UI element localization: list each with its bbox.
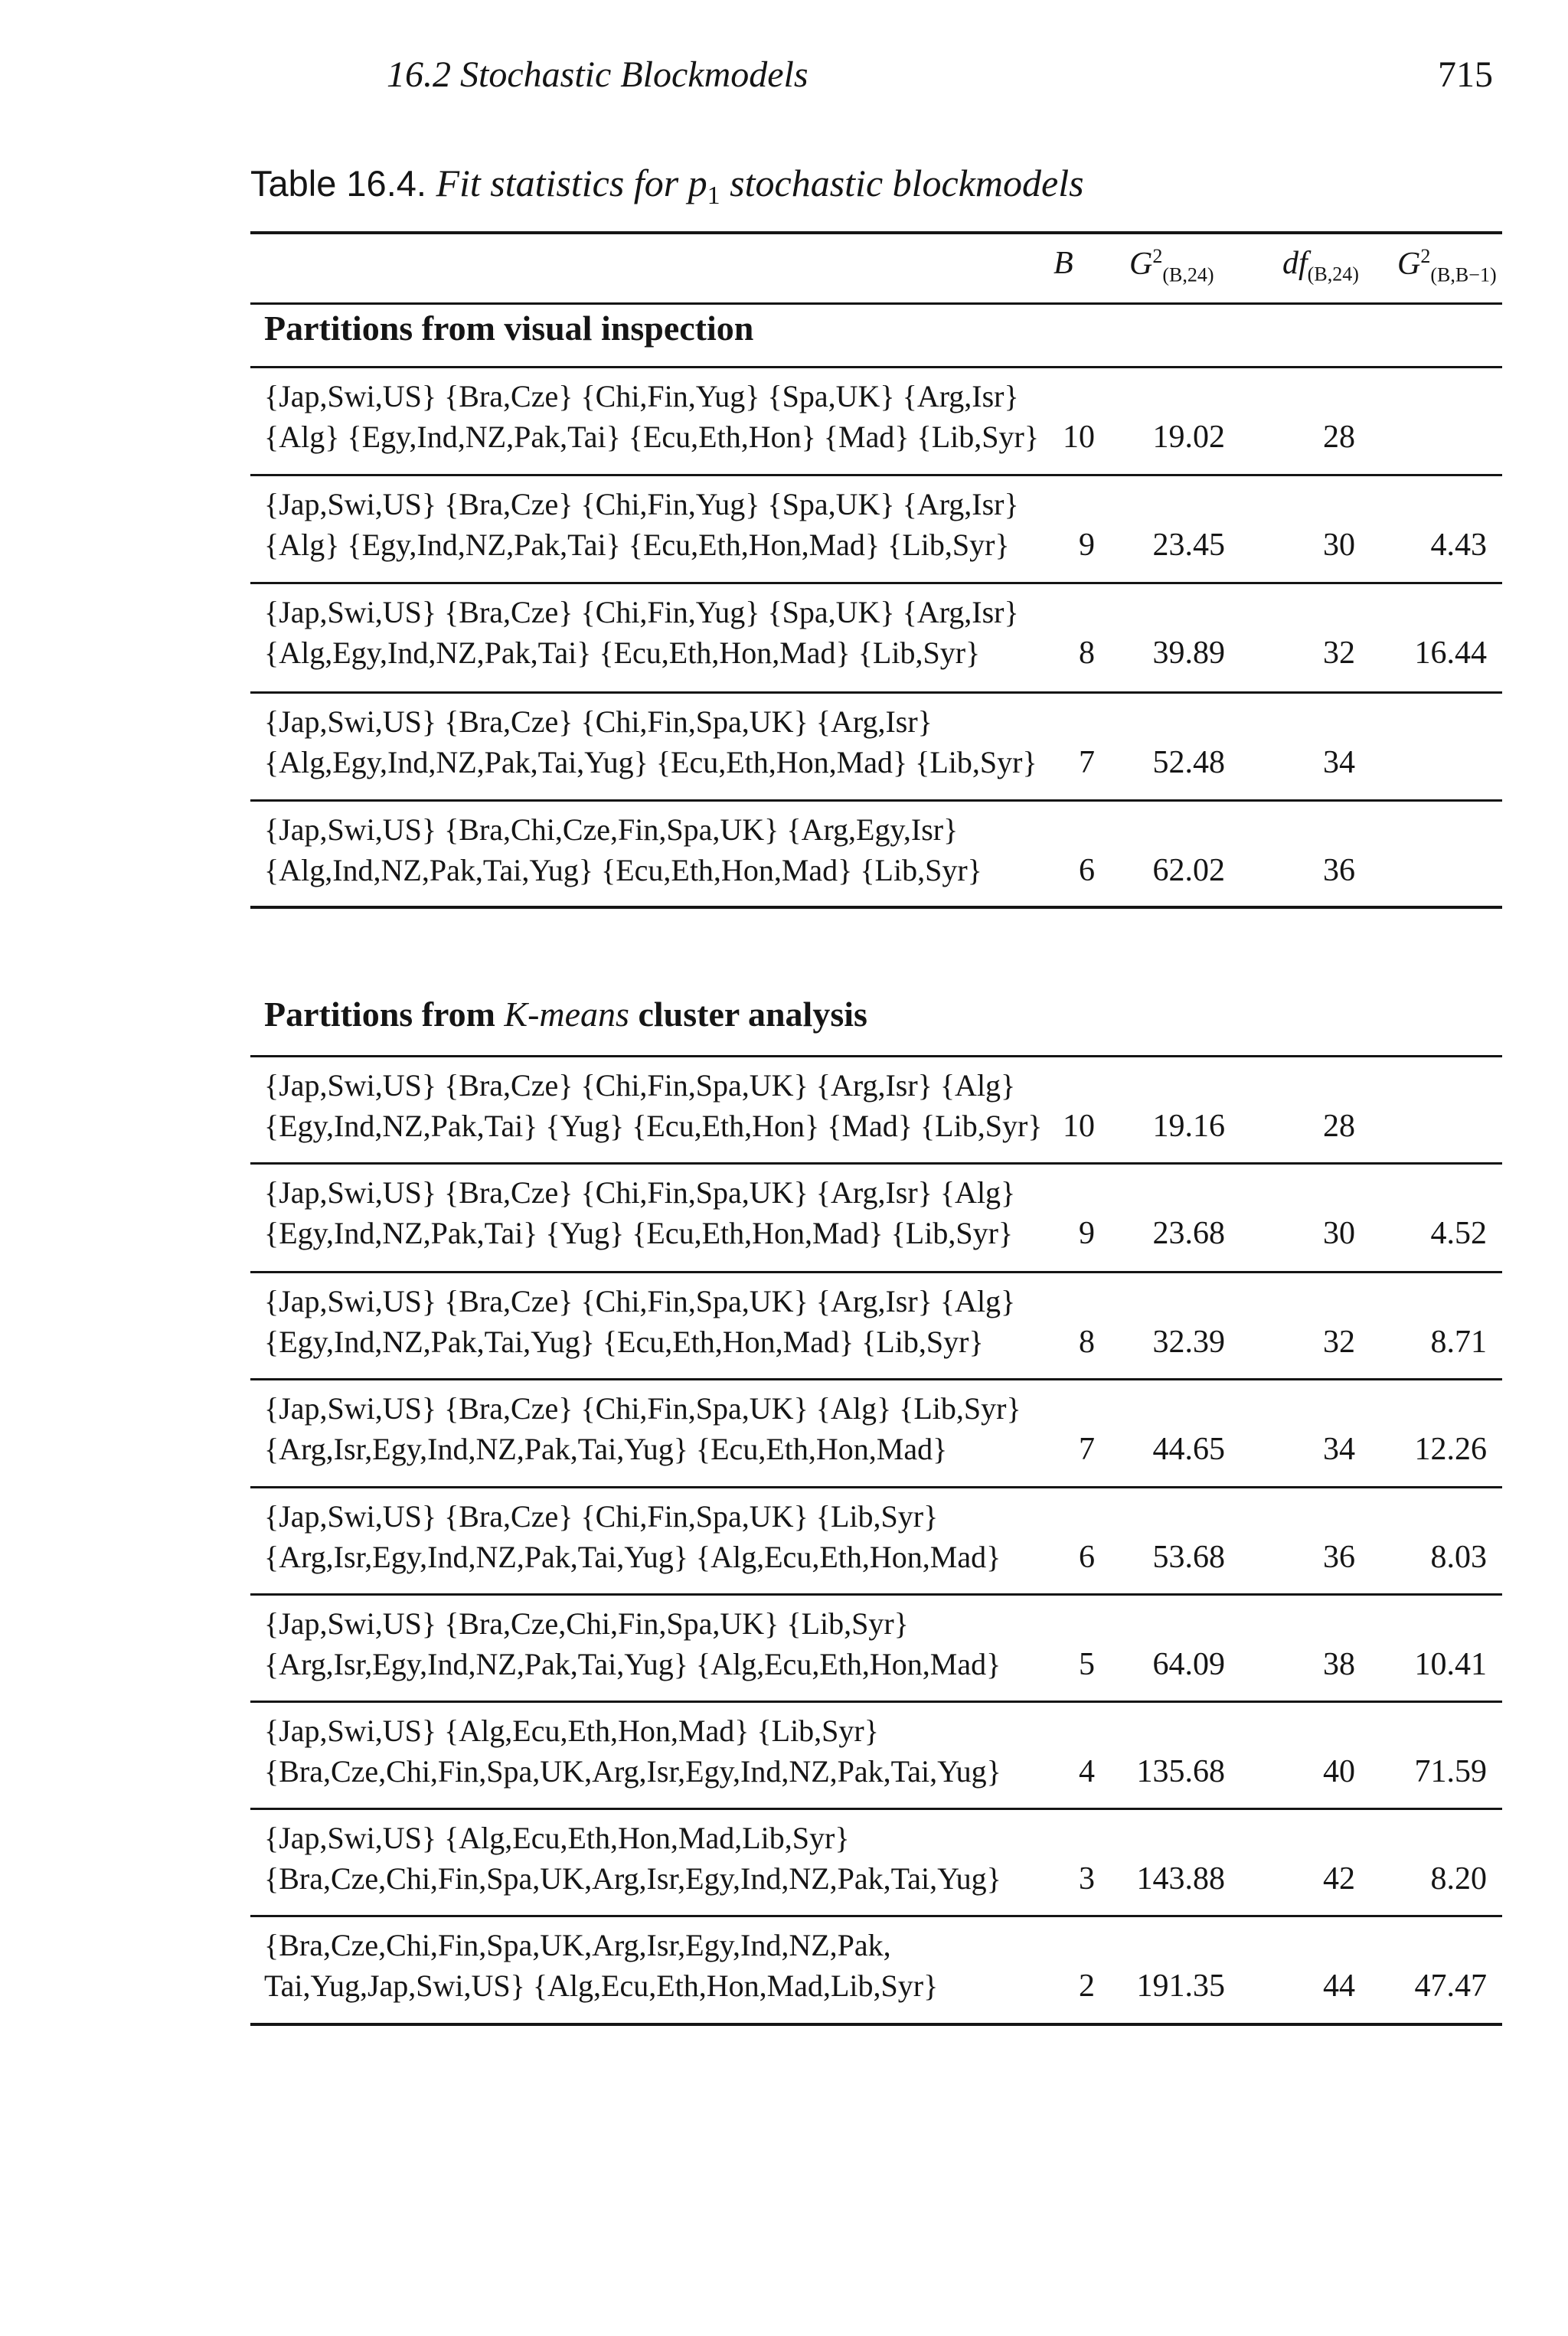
cell-g2: 191.35 — [1136, 1968, 1225, 2004]
cell-b: 8 — [1079, 635, 1095, 671]
cell-df: 30 — [1323, 1216, 1355, 1251]
cell-g2: 23.45 — [1152, 528, 1225, 563]
table-row — [0, 371, 1568, 470]
cell-df: 44 — [1323, 1968, 1355, 2004]
cell-b: 3 — [1079, 1861, 1095, 1897]
partition-line-2: {Alg} {Egy,Ind,NZ,Pak,Tai} {Ecu,Eth,Hon,Mad} {Lib,Syr} — [264, 528, 1010, 562]
table-row — [0, 586, 1568, 686]
table-row — [0, 696, 1568, 796]
row-rule — [250, 1915, 1502, 1917]
cell-df: 36 — [1323, 853, 1355, 888]
partition-line-1: {Bra,Cze,Chi,Fin,Spa,UK,Arg,Isr,Egy,Ind,NZ,Pak, — [264, 1928, 891, 1962]
table-row — [0, 804, 1568, 903]
running-header-section: 16.2 Stochastic Blockmodels — [387, 54, 808, 95]
table-caption — [250, 161, 1084, 211]
cell-g2-nested: 8.20 — [1430, 1861, 1487, 1897]
partition-line-2: {Bra,Cze,Chi,Fin,Spa,UK,Arg,Isr,Egy,Ind,NZ,Pak,Tai,Yug} — [264, 1861, 1001, 1896]
cell-g2: 143.88 — [1136, 1861, 1225, 1897]
cell-df: 28 — [1323, 1109, 1355, 1144]
cell-df: 30 — [1323, 528, 1355, 563]
row-rule — [250, 1486, 1502, 1488]
table-row — [0, 1598, 1568, 1697]
cell-df: 32 — [1323, 635, 1355, 671]
row-rule — [250, 1593, 1502, 1596]
cell-g2-nested: 4.52 — [1430, 1216, 1487, 1251]
partition-line-1: {Jap,Swi,US} {Bra,Chi,Cze,Fin,Spa,UK} {Arg,Egy,Isr} — [264, 812, 959, 847]
partition-line-2: Tai,Yug,Jap,Swi,US} {Alg,Ecu,Eth,Hon,Mad,Lib,Syr} — [264, 1968, 939, 2003]
partition-line-1: {Jap,Swi,US} {Bra,Cze} {Chi,Fin,Spa,UK} {Arg,Isr} {Alg} — [264, 1068, 1016, 1103]
cell-g2-nested: 71.59 — [1414, 1754, 1487, 1789]
partition-line-1: {Jap,Swi,US} {Bra,Cze} {Chi,Fin,Spa,UK} {Alg} {Lib,Syr} — [264, 1391, 1021, 1426]
partition-line-2: {Bra,Cze,Chi,Fin,Spa,UK,Arg,Isr,Egy,Ind,NZ,Pak,Tai,Yug} — [264, 1754, 1001, 1789]
cell-g2: 62.02 — [1152, 853, 1225, 888]
cell-g2-nested: 12.26 — [1414, 1432, 1487, 1467]
partition-line-2: {Egy,Ind,NZ,Pak,Tai} {Yug} {Ecu,Eth,Hon} {Mad} {Lib,Syr} — [264, 1109, 1043, 1143]
column-header-g2: $G^2_{(B,24)}$ — [1129, 245, 1214, 286]
column-header-df: $df_{(B,24)}$ — [1282, 246, 1359, 286]
table-row — [0, 479, 1568, 578]
row-rule — [250, 1701, 1502, 1703]
row-rule — [250, 1271, 1502, 1273]
partition-line-2: {Arg,Isr,Egy,Ind,NZ,Pak,Tai,Yug} {Ecu,Eth,Hon,Mad} — [264, 1432, 948, 1466]
table-title: Fit statistics for $p_1$ stochastic blockmodels — [436, 162, 1084, 211]
table-row — [0, 1919, 1568, 2019]
cell-g2: 52.48 — [1152, 745, 1225, 780]
row-rule — [250, 1378, 1502, 1380]
cell-g2-nested: 10.41 — [1414, 1647, 1487, 1682]
cell-g2-nested: 47.47 — [1414, 1968, 1487, 2004]
row-rule — [250, 1162, 1502, 1165]
cell-g2: 19.16 — [1152, 1109, 1225, 1144]
partition-line-2: {Egy,Ind,NZ,Pak,Tai} {Yug} {Ecu,Eth,Hon,Mad} {Lib,Syr} — [264, 1216, 1014, 1250]
partition-line-1: {Jap,Swi,US} {Bra,Cze} {Chi,Fin,Spa,UK} {Arg,Isr} {Alg} — [264, 1284, 1016, 1318]
cell-df: 32 — [1323, 1325, 1355, 1360]
partition-line-2: {Alg} {Egy,Ind,NZ,Pak,Tai} {Ecu,Eth,Hon} {Mad} {Lib,Syr} — [264, 420, 1040, 454]
partition-line-1: {Jap,Swi,US} {Bra,Cze} {Chi,Fin,Spa,UK} {Lib,Syr} — [264, 1499, 939, 1534]
section-rule — [250, 366, 1502, 368]
cell-b: 7 — [1079, 1432, 1095, 1467]
partition-line-1: {Jap,Swi,US} {Bra,Cze} {Chi,Fin,Spa,UK} {Arg,Isr} — [264, 704, 933, 739]
column-header-g2-nested: $G^2_{(B,B-1)}$ — [1397, 245, 1497, 286]
cell-b: 9 — [1079, 528, 1095, 563]
cell-g2: 39.89 — [1152, 635, 1225, 671]
cell-g2: 44.65 — [1152, 1432, 1225, 1467]
row-rule — [250, 1808, 1502, 1810]
partition-line-1: {Jap,Swi,US} {Bra,Cze,Chi,Fin,Spa,UK} {Lib,Syr} — [264, 1606, 909, 1641]
partition-line-1: {Jap,Swi,US} {Bra,Cze} {Chi,Fin,Yug} {Spa,UK} {Arg,Isr} — [264, 379, 1019, 413]
partition-line-1: {Jap,Swi,US} {Alg,Ecu,Eth,Hon,Mad,Lib,Syr} — [264, 1821, 850, 1855]
cell-df: 42 — [1323, 1861, 1355, 1897]
partition-line-1: {Jap,Swi,US} {Alg,Ecu,Eth,Hon,Mad} {Lib,Syr} — [264, 1714, 879, 1748]
table-row — [0, 1276, 1568, 1375]
cell-g2-nested: 4.43 — [1430, 528, 1487, 563]
partition-line-2: {Alg,Ind,NZ,Pak,Tai,Yug} {Ecu,Eth,Hon,Mad} {Lib,Syr} — [264, 853, 982, 887]
section-rule — [250, 1055, 1502, 1057]
cell-df: 34 — [1323, 745, 1355, 780]
cell-b: 10 — [1063, 1109, 1095, 1144]
cell-df: 38 — [1323, 1647, 1355, 1682]
table-number: Table 16.4. — [250, 163, 426, 204]
cell-b: 6 — [1079, 853, 1095, 888]
section-title-kmeans: Partitions from K-means cluster analysis — [264, 995, 867, 1034]
cell-b: 6 — [1079, 1540, 1095, 1575]
table-row — [0, 1383, 1568, 1482]
table-row — [0, 1060, 1568, 1159]
partition-line-1: {Jap,Swi,US} {Bra,Cze} {Chi,Fin,Yug} {Spa,UK} {Arg,Isr} — [264, 595, 1019, 629]
section-end-rule — [250, 906, 1502, 909]
partition-line-1: {Jap,Swi,US} {Bra,Cze} {Chi,Fin,Spa,UK} {Arg,Isr} {Alg} — [264, 1175, 1016, 1210]
table-row — [0, 1705, 1568, 1805]
partition-line-2: {Arg,Isr,Egy,Ind,NZ,Pak,Tai,Yug} {Alg,Ecu,Eth,Hon,Mad} — [264, 1647, 1001, 1681]
partition-line-2: {Arg,Isr,Egy,Ind,NZ,Pak,Tai,Yug} {Alg,Ecu,Eth,Hon,Mad} — [264, 1540, 1001, 1574]
cell-g2: 32.39 — [1152, 1325, 1225, 1360]
row-rule — [250, 691, 1502, 694]
cell-df: 28 — [1323, 420, 1355, 455]
cell-b: 9 — [1079, 1216, 1095, 1251]
row-rule — [250, 582, 1502, 584]
cell-g2: 64.09 — [1152, 1647, 1225, 1682]
cell-b: 2 — [1079, 1968, 1095, 2004]
partition-line-2: {Alg,Egy,Ind,NZ,Pak,Tai} {Ecu,Eth,Hon,Mad} {Lib,Syr} — [264, 635, 981, 670]
row-rule — [250, 474, 1502, 476]
table-row — [0, 1491, 1568, 1590]
cell-df: 36 — [1323, 1540, 1355, 1575]
cell-df: 34 — [1323, 1432, 1355, 1467]
partition-line-2: {Egy,Ind,NZ,Pak,Tai,Yug} {Ecu,Eth,Hon,Mad} {Lib,Syr} — [264, 1325, 984, 1359]
row-rule — [250, 799, 1502, 802]
cell-g2-nested: 16.44 — [1414, 635, 1487, 671]
cell-b: 4 — [1079, 1754, 1095, 1789]
cell-g2: 19.02 — [1152, 420, 1225, 455]
cell-g2: 53.68 — [1152, 1540, 1225, 1575]
cell-b: 5 — [1079, 1647, 1095, 1682]
table-row — [0, 1812, 1568, 1912]
table-row — [0, 1167, 1568, 1266]
cell-b: 8 — [1079, 1325, 1095, 1360]
cell-g2: 135.68 — [1136, 1754, 1225, 1789]
cell-g2-nested: 8.03 — [1430, 1540, 1487, 1575]
section-title-visual: Partitions from visual inspection — [264, 309, 754, 348]
page-number: 715 — [1438, 54, 1493, 95]
cell-g2-nested: 8.71 — [1430, 1325, 1487, 1360]
cell-b: 7 — [1079, 745, 1095, 780]
cell-g2: 23.68 — [1152, 1216, 1225, 1251]
table-bottom-rule — [250, 2023, 1502, 2026]
table-top-rule — [250, 231, 1502, 234]
column-header-b: B — [1054, 246, 1073, 281]
partition-line-2: {Alg,Egy,Ind,NZ,Pak,Tai,Yug} {Ecu,Eth,Hon,Mad} {Lib,Syr} — [264, 745, 1037, 779]
cell-b: 10 — [1063, 420, 1095, 455]
header-rule — [250, 302, 1502, 305]
partition-line-1: {Jap,Swi,US} {Bra,Cze} {Chi,Fin,Yug} {Spa,UK} {Arg,Isr} — [264, 487, 1019, 521]
cell-df: 40 — [1323, 1754, 1355, 1789]
